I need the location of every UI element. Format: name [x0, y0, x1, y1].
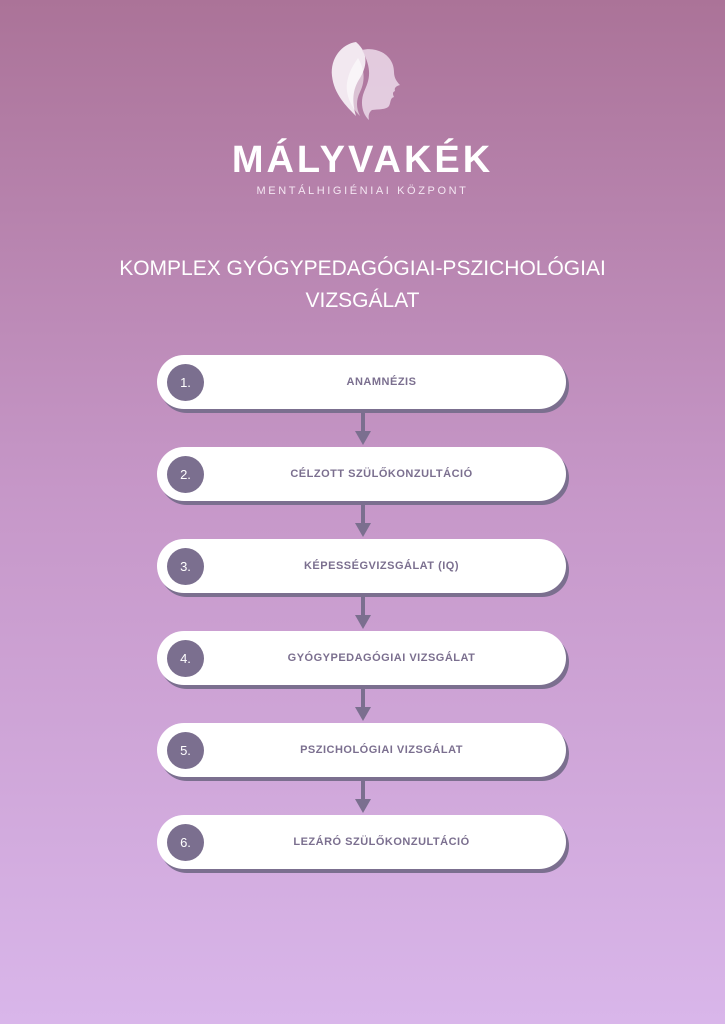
page-title-line-1: KOMPLEX GYÓGYPEDAGÓGIAI-PSZICHOLÓGIAI	[119, 257, 606, 280]
brand-name: MÁLYVAKÉK	[231, 139, 494, 181]
step-label: LEZÁRÓ SZÜLŐKONZULTÁCIÓ	[293, 836, 470, 848]
arrow-down-icon	[354, 502, 372, 538]
step-label: ANAMNÉZIS	[346, 376, 417, 388]
arrow-down-icon	[354, 410, 372, 446]
step-label: KÉPESSÉGVIZSGÁLAT (IQ)	[303, 560, 460, 572]
arrow-down-icon	[354, 778, 372, 814]
arrow-down-icon	[354, 594, 372, 630]
step-1	[157, 355, 566, 409]
step-number-badge: 6.	[167, 824, 204, 861]
step-4	[157, 631, 566, 685]
step-6	[157, 815, 566, 869]
step-2	[157, 447, 566, 501]
step-label: CÉLZOTT SZÜLŐKONZULTÁCIÓ	[290, 468, 473, 480]
step-label: GYÓGYPEDAGÓGIAI VIZSGÁLAT	[287, 652, 476, 664]
step-number-badge: 3.	[167, 548, 204, 585]
brand-tagline: MENTÁLHIGIÉNIAI KÖZPONT	[256, 185, 469, 197]
step-number-badge: 5.	[167, 732, 204, 769]
page-title-line-2: VIZSGÁLAT	[305, 289, 420, 312]
arrow-down-icon	[354, 686, 372, 722]
step-number-badge: 1.	[167, 364, 204, 401]
step-3	[157, 539, 566, 593]
step-number-badge: 2.	[167, 456, 204, 493]
step-5	[157, 723, 566, 777]
step-number-badge: 4.	[167, 640, 204, 677]
step-label: PSZICHOLÓGIAI VIZSGÁLAT	[300, 744, 463, 756]
